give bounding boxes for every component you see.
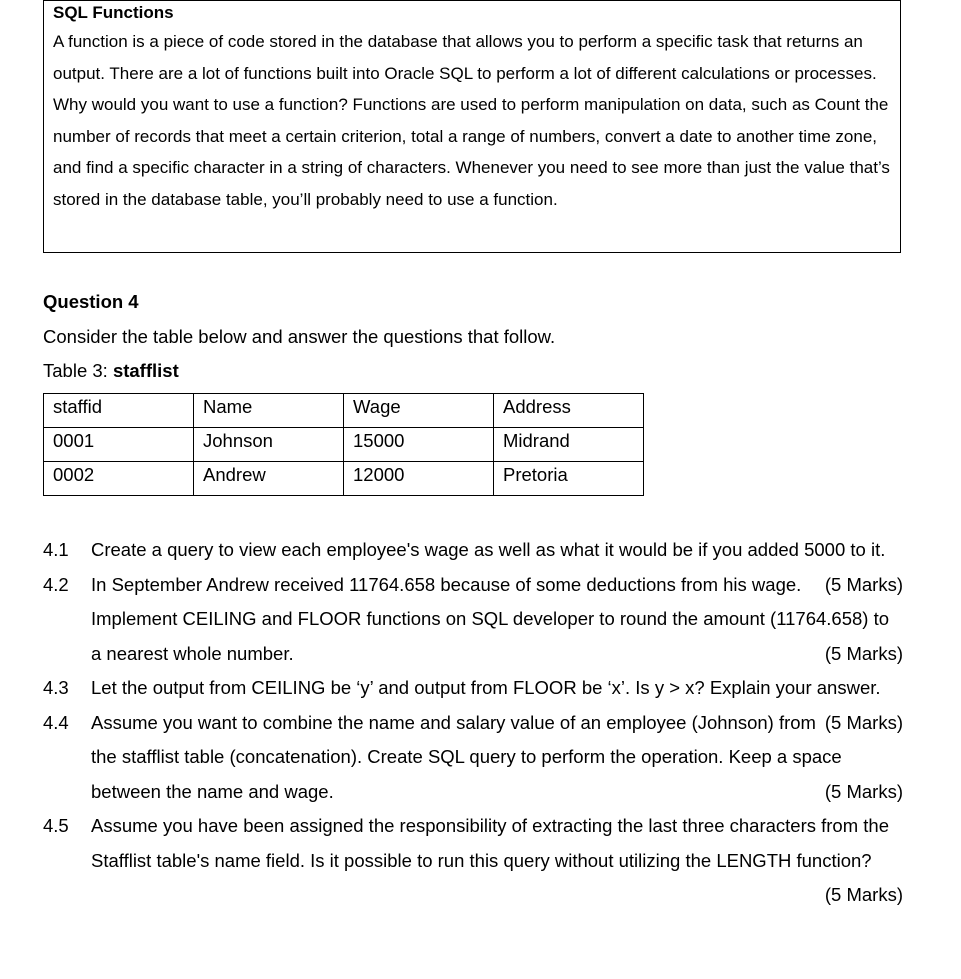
question-text: Assume you have been assigned the responsibility of extracting the last three characters from the Stafflist table's name field. Is it possible to run this query without utilizing the LENGTH function? xyxy=(91,815,889,871)
table-header-cell: Name xyxy=(194,394,344,428)
question-text: Create a query to view each employee's wage as well as what it would be if you added 5000 to it. xyxy=(91,539,886,560)
table-cell: 15000 xyxy=(344,428,494,462)
sql-functions-box xyxy=(43,0,901,253)
table-cell: Johnson xyxy=(194,428,344,462)
question-item-4-5 xyxy=(43,809,903,905)
table-caption-prefix: Table 3: xyxy=(43,360,113,381)
question-marks: (5 Marks) xyxy=(824,780,903,802)
table-header-cell: staffid xyxy=(44,394,194,428)
question-item-4-4 xyxy=(43,706,903,810)
question-text: Assume you want to combine the name and salary value of an employee (Johnson) from the stafflist table (concatenation). Create SQL query to perform the operation. Keep a space between the name and wage. xyxy=(91,711,842,802)
table-header-cell: Wage xyxy=(344,394,494,428)
table-header-row xyxy=(44,394,644,428)
table-row xyxy=(44,462,644,496)
table-cell: 0002 xyxy=(44,462,194,496)
question-number: 4.3 xyxy=(43,677,69,698)
question-heading: Question 4 xyxy=(43,291,139,312)
table-caption xyxy=(43,359,179,383)
table-caption-name: stafflist xyxy=(112,360,179,381)
table-header-cell: Address xyxy=(494,394,644,428)
question-number: 4.1 xyxy=(43,539,69,560)
info-box-body: A function is a piece of code stored in the database that allows you to perform a specific task that returns an output. There are a lot of functions built into Oracle SQL to perform a lot of different calculations or processes. Why would you want to use a function? Functions are used to perform manipulation on data, such as Count the number of records that meet a certain criterion, total a range of numbers, convert a date to another time zone, and find a specific character in a string of characters. Whenever you need to see more than just the value that’s stored in the database table, you’ll probably need to use a function. xyxy=(53,32,890,209)
question-number: 4.2 xyxy=(43,573,69,595)
question-marks: (5 Marks) xyxy=(824,642,903,664)
table-row xyxy=(44,428,644,462)
question-text: Let the output from CEILING be ‘y’ and output from FLOOR be ‘x’. Is y > x? Explain your answer. xyxy=(91,677,881,698)
question-list xyxy=(43,533,903,913)
table-cell: Midrand xyxy=(494,428,644,462)
table-cell: 0001 xyxy=(44,428,194,462)
stafflist-table xyxy=(43,393,644,496)
question-intro: Consider the table below and answer the questions that follow. xyxy=(43,326,556,347)
question-number: 4.5 xyxy=(43,815,69,836)
question-text: In September Andrew received 11764.658 because of some deductions from his wage. Implement CEILING and FLOOR functions on SQL developer to round the amount (11764.658) to a nearest whole number. xyxy=(91,573,890,664)
table-cell: 12000 xyxy=(344,462,494,496)
table-cell: Andrew xyxy=(194,462,344,496)
question-marks: (5 Marks) xyxy=(824,573,903,595)
info-box-title: SQL Functions xyxy=(53,3,174,22)
question-number: 4.4 xyxy=(43,711,69,733)
question-marks: (5 Marks) xyxy=(824,711,903,733)
question-marks: (5 Marks) xyxy=(824,884,903,905)
question-item-4-2 xyxy=(43,568,903,672)
table-cell: Pretoria xyxy=(494,462,644,496)
